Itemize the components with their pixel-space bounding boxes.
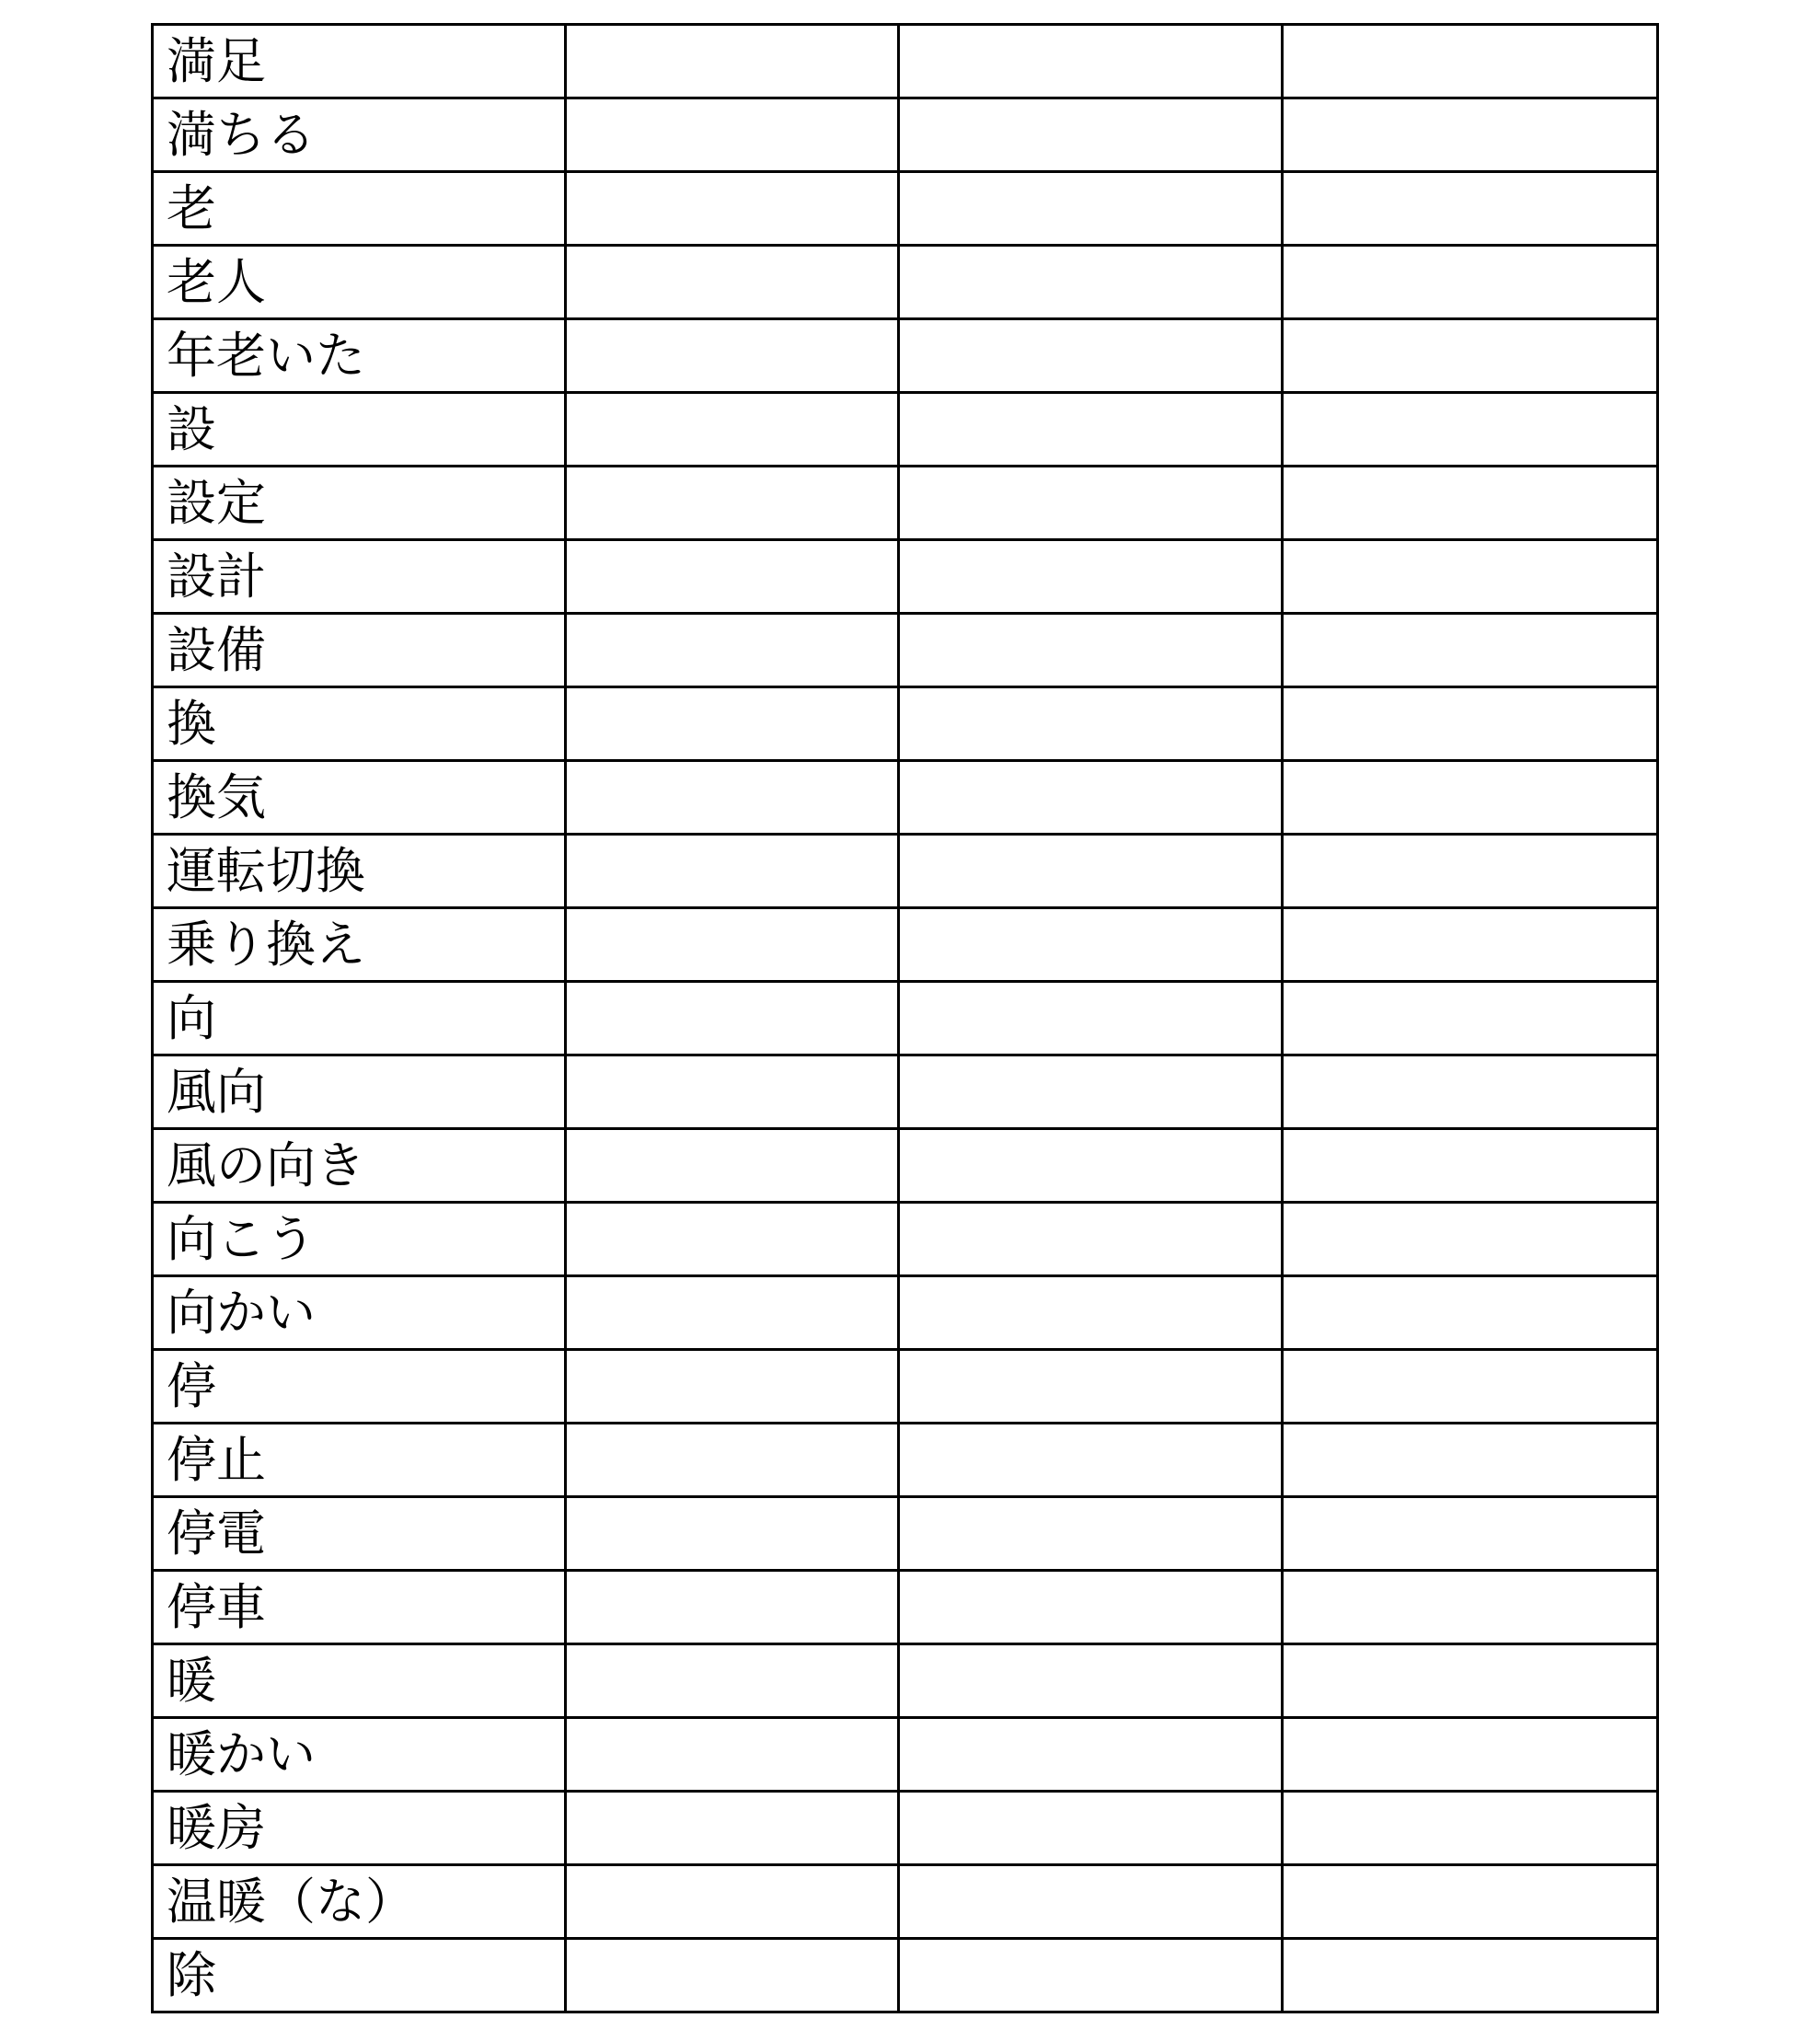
- blank-answer-cell: [566, 1792, 899, 1865]
- table-row: [153, 98, 1658, 172]
- table-row: [153, 982, 1658, 1055]
- blank-answer-cell: [1283, 246, 1658, 319]
- vocabulary-word-cell: 設: [153, 393, 566, 467]
- table-row: [153, 172, 1658, 246]
- vocabulary-word-cell: 温暖（な）: [153, 1865, 566, 1939]
- blank-answer-cell: [899, 687, 1283, 761]
- blank-answer-cell: [566, 98, 899, 172]
- blank-answer-cell: [566, 1497, 899, 1571]
- table-row: [153, 1203, 1658, 1276]
- blank-answer-cell: [1283, 1644, 1658, 1718]
- blank-answer-cell: [1283, 98, 1658, 172]
- blank-answer-cell: [899, 319, 1283, 393]
- blank-answer-cell: [1283, 540, 1658, 614]
- blank-answer-cell: [899, 25, 1283, 98]
- vocabulary-word-cell: 向: [153, 982, 566, 1055]
- table-row: [153, 393, 1658, 467]
- table-row: [153, 908, 1658, 982]
- blank-answer-cell: [899, 1497, 1283, 1571]
- blank-answer-cell: [1283, 614, 1658, 687]
- blank-answer-cell: [899, 467, 1283, 540]
- vocabulary-word-cell: 風の向き: [153, 1129, 566, 1203]
- blank-answer-cell: [899, 1571, 1283, 1644]
- vocabulary-word-cell: 年老いた: [153, 319, 566, 393]
- table-row: [153, 614, 1658, 687]
- table-row: [153, 1276, 1658, 1350]
- blank-answer-cell: [1283, 1129, 1658, 1203]
- table-row: [153, 1350, 1658, 1424]
- blank-answer-cell: [566, 1350, 899, 1424]
- blank-answer-cell: [566, 982, 899, 1055]
- blank-answer-cell: [899, 246, 1283, 319]
- blank-answer-cell: [1283, 25, 1658, 98]
- blank-answer-cell: [1283, 1939, 1658, 2012]
- blank-answer-cell: [899, 540, 1283, 614]
- vocabulary-word-cell: 停: [153, 1350, 566, 1424]
- blank-answer-cell: [899, 1792, 1283, 1865]
- vocabulary-word-cell: 老: [153, 172, 566, 246]
- table-row: [153, 835, 1658, 908]
- vocabulary-word-cell: 設定: [153, 467, 566, 540]
- blank-answer-cell: [899, 393, 1283, 467]
- vocabulary-word-cell: 老人: [153, 246, 566, 319]
- blank-answer-cell: [566, 25, 899, 98]
- blank-answer-cell: [899, 1055, 1283, 1129]
- blank-answer-cell: [899, 172, 1283, 246]
- vocabulary-word-cell: 停電: [153, 1497, 566, 1571]
- blank-answer-cell: [1283, 1055, 1658, 1129]
- blank-answer-cell: [566, 393, 899, 467]
- blank-answer-cell: [1283, 908, 1658, 982]
- vocabulary-word-cell: 除: [153, 1939, 566, 2012]
- vocabulary-word-cell: 向こう: [153, 1203, 566, 1276]
- blank-answer-cell: [1283, 172, 1658, 246]
- blank-answer-cell: [566, 540, 899, 614]
- table-row: [153, 761, 1658, 835]
- vocabulary-word-cell: 暖房: [153, 1792, 566, 1865]
- table-row: [153, 1644, 1658, 1718]
- blank-answer-cell: [899, 1865, 1283, 1939]
- vocabulary-word-cell: 停車: [153, 1571, 566, 1644]
- table-row: [153, 1571, 1658, 1644]
- blank-answer-cell: [1283, 982, 1658, 1055]
- blank-answer-cell: [1283, 687, 1658, 761]
- table-row: [153, 319, 1658, 393]
- vocabulary-word-cell: 換気: [153, 761, 566, 835]
- vocabulary-worksheet-table: [151, 23, 1659, 2013]
- blank-answer-cell: [899, 1644, 1283, 1718]
- blank-answer-cell: [566, 1203, 899, 1276]
- blank-answer-cell: [1283, 1792, 1658, 1865]
- table-row: [153, 540, 1658, 614]
- blank-answer-cell: [1283, 1865, 1658, 1939]
- blank-answer-cell: [566, 1571, 899, 1644]
- blank-answer-cell: [566, 1424, 899, 1497]
- blank-answer-cell: [566, 1276, 899, 1350]
- blank-answer-cell: [1283, 1276, 1658, 1350]
- blank-answer-cell: [899, 1350, 1283, 1424]
- blank-answer-cell: [1283, 1718, 1658, 1792]
- blank-answer-cell: [899, 1424, 1283, 1497]
- blank-answer-cell: [566, 761, 899, 835]
- blank-answer-cell: [1283, 1571, 1658, 1644]
- table-row: [153, 1718, 1658, 1792]
- blank-answer-cell: [899, 835, 1283, 908]
- blank-answer-cell: [899, 98, 1283, 172]
- table-row: [153, 246, 1658, 319]
- blank-answer-cell: [899, 982, 1283, 1055]
- blank-answer-cell: [1283, 761, 1658, 835]
- blank-answer-cell: [566, 1644, 899, 1718]
- vocabulary-word-cell: 暖かい: [153, 1718, 566, 1792]
- blank-answer-cell: [899, 1129, 1283, 1203]
- blank-answer-cell: [1283, 319, 1658, 393]
- blank-answer-cell: [566, 835, 899, 908]
- blank-answer-cell: [566, 467, 899, 540]
- blank-answer-cell: [899, 614, 1283, 687]
- vocabulary-word-cell: 満ちる: [153, 98, 566, 172]
- vocabulary-word-cell: 暖: [153, 1644, 566, 1718]
- blank-answer-cell: [899, 1276, 1283, 1350]
- vocabulary-word-cell: 停止: [153, 1424, 566, 1497]
- table-row: [153, 467, 1658, 540]
- table-row: [153, 25, 1658, 98]
- vocabulary-word-cell: 設備: [153, 614, 566, 687]
- blank-answer-cell: [1283, 1497, 1658, 1571]
- blank-answer-cell: [566, 1129, 899, 1203]
- blank-answer-cell: [566, 908, 899, 982]
- blank-answer-cell: [566, 687, 899, 761]
- table-row: [153, 687, 1658, 761]
- worksheet-body: [153, 25, 1658, 2012]
- blank-answer-cell: [566, 1055, 899, 1129]
- table-row: [153, 1055, 1658, 1129]
- blank-answer-cell: [1283, 467, 1658, 540]
- table-row: [153, 1792, 1658, 1865]
- vocabulary-word-cell: 運転切換: [153, 835, 566, 908]
- vocabulary-word-cell: 設計: [153, 540, 566, 614]
- blank-answer-cell: [566, 172, 899, 246]
- blank-answer-cell: [566, 319, 899, 393]
- blank-answer-cell: [899, 1939, 1283, 2012]
- blank-answer-cell: [899, 1203, 1283, 1276]
- blank-answer-cell: [1283, 1203, 1658, 1276]
- blank-answer-cell: [899, 761, 1283, 835]
- blank-answer-cell: [566, 614, 899, 687]
- table-row: [153, 1939, 1658, 2012]
- table-row: [153, 1424, 1658, 1497]
- table-row: [153, 1865, 1658, 1939]
- blank-answer-cell: [1283, 1350, 1658, 1424]
- blank-answer-cell: [1283, 393, 1658, 467]
- table-row: [153, 1497, 1658, 1571]
- vocabulary-word-cell: 換: [153, 687, 566, 761]
- vocabulary-word-cell: 向かい: [153, 1276, 566, 1350]
- vocabulary-word-cell: 満足: [153, 25, 566, 98]
- table-row: [153, 1129, 1658, 1203]
- blank-answer-cell: [566, 246, 899, 319]
- blank-answer-cell: [1283, 1424, 1658, 1497]
- blank-answer-cell: [899, 908, 1283, 982]
- vocabulary-word-cell: 乗り換え: [153, 908, 566, 982]
- blank-answer-cell: [1283, 835, 1658, 908]
- blank-answer-cell: [899, 1718, 1283, 1792]
- vocabulary-word-cell: 風向: [153, 1055, 566, 1129]
- blank-answer-cell: [566, 1865, 899, 1939]
- blank-answer-cell: [566, 1939, 899, 2012]
- blank-answer-cell: [566, 1718, 899, 1792]
